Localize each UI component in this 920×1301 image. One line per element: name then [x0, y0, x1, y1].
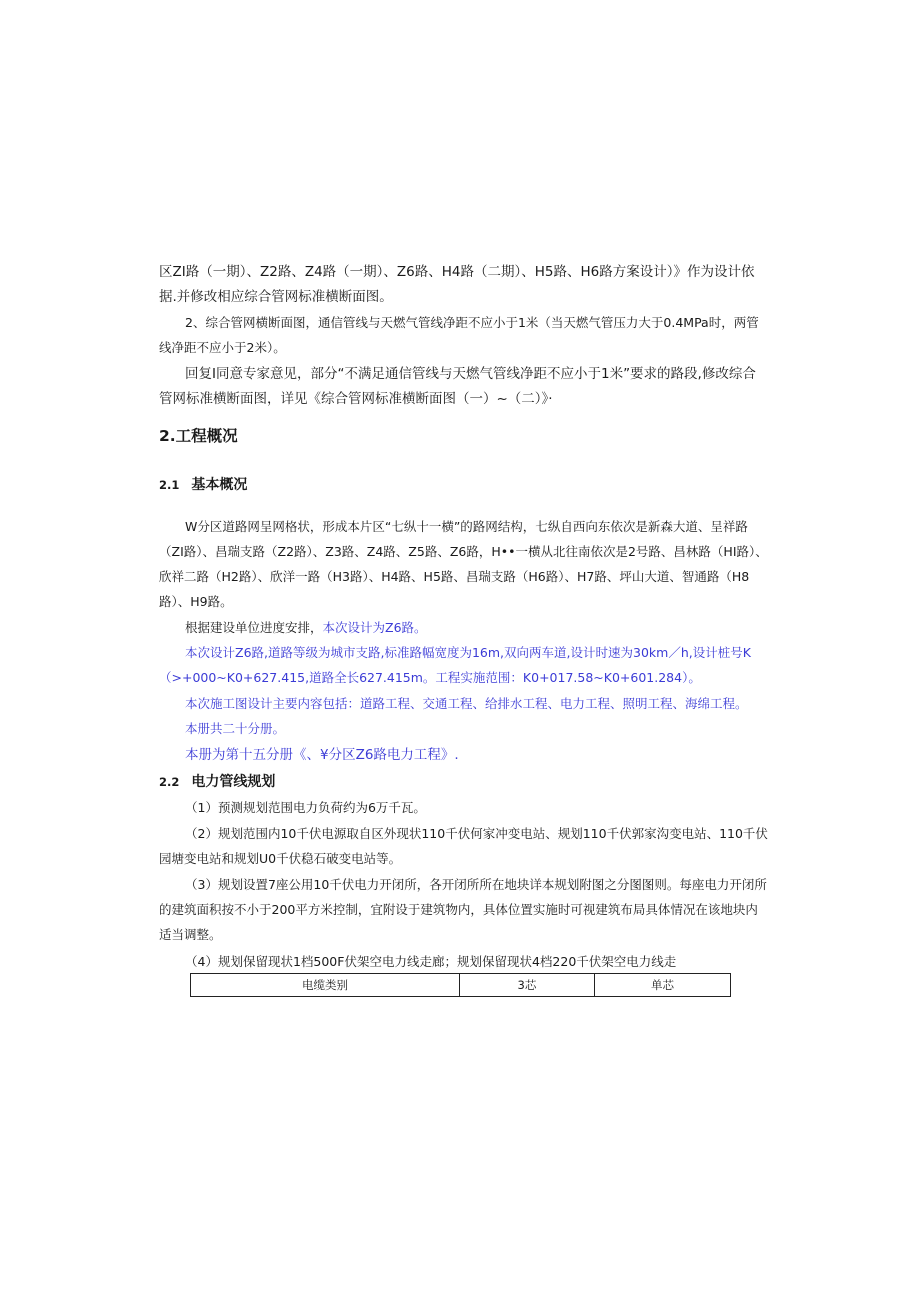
scope-paragraph: 本次施工图设计主要内容包括：道路工程、交通工程、给排水工程、电力工程、照明工程、海绵工程。: [185, 696, 748, 711]
subsection-label: 电力管线规划: [191, 774, 276, 790]
header-three-core: 3芯: [459, 974, 594, 997]
subsection-label: 基本概况: [191, 477, 248, 493]
schedule-lead: 根据建设单位进度安排，: [185, 620, 323, 635]
header-cable-type: 电缆类别: [191, 974, 460, 997]
subsection-number: 2.1: [159, 478, 180, 492]
subsection-title-power: [159, 771, 275, 791]
intro-paragraph-2: 2、综合管网横断面图，通信管线与天燃气管线净距不应小于1米（当天燃气管压力大于0.4MPa时，两管线净距不应小于2米）。: [159, 315, 759, 355]
schedule-highlight: 本次设计为Z6路。: [322, 620, 427, 635]
header-single-core: 单芯: [594, 974, 730, 997]
power-item-4: （4）规划保留现状1档500F伏架空电力线走廊；规划保留现状4档220千伏架空电力线走: [185, 954, 677, 969]
road-network-paragraph: W分区道路网呈网格状，形成本片区“七纵十一横”的路网结构，七纵自西向东依次是新森大道、呈祥路（ZI路）、昌瑞支路（Z2路）、Z3路、Z4路、Z5路、Z6路，H••一横从北往南依次是2号路、昌林路（HI路）、欣祥二路（H2路）、欣洋一路（H3路）、H4路、H5路、昌瑞支路（H6路）、H7路、坪山大道、智通路（H8路）、H9路。: [159, 519, 768, 609]
intro-paragraph-1: 区ZI路（一期）、Z2路、Z4路（一期）、Z6路、H4路（二期）、H5路、H6路方案设计）》作为设计依据.并修改相应综合管网标准横断面图。: [159, 264, 755, 305]
schedule-paragraph: [159, 615, 769, 640]
subsection-number: 2.2: [159, 775, 180, 789]
volume-title-paragraph: 本册为第十五分册《、¥分区Z6路电力工程》.: [185, 747, 459, 763]
subsection-title-basic: [159, 474, 247, 494]
design-spec-paragraph: 本次设计Z6路,道路等级为城市支路,标准路幅宽度为16m,双向两车道,设计时速为30km／h,设计桩号K（>+000~K0+627.415,道路全长627.415m。工程实施范围：K0+017.58~K0+601.284）。: [159, 645, 751, 685]
intro-paragraph-3: 回复I同意专家意见，部分“不满足通信管线与天燃气管线净距不应小于1米”要求的路段,修改综合管网标准横断面图，详见《综合管网标准横断面图（一）~（二）》·: [159, 366, 756, 407]
power-item-1: （1）预测规划范围电力负荷约为6万千瓦。: [185, 800, 426, 815]
volume-count-paragraph: 本册共二十分册。: [185, 721, 286, 736]
table-row: [191, 974, 731, 997]
power-item-3: （3）规划设置7座公用10千伏电力开闭所，各开闭所所在地块详本规划附图之分图图则。每座电力开闭所的建筑面积按不小于200平方米控制，宜附设于建筑物内，具体位置实施时可视建筑布局具体情况在该地块内适当调整。: [159, 877, 767, 942]
section-title-overview: 2.工程概况: [159, 427, 238, 445]
cable-table: [190, 973, 731, 997]
power-item-2: （2）规划范围内10千伏电源取自区外现状110千伏何家冲变电站、规划110千伏郭家沟变电站、110千伏园塘变电站和规划U0千伏稳石破变电站等。: [159, 826, 768, 866]
